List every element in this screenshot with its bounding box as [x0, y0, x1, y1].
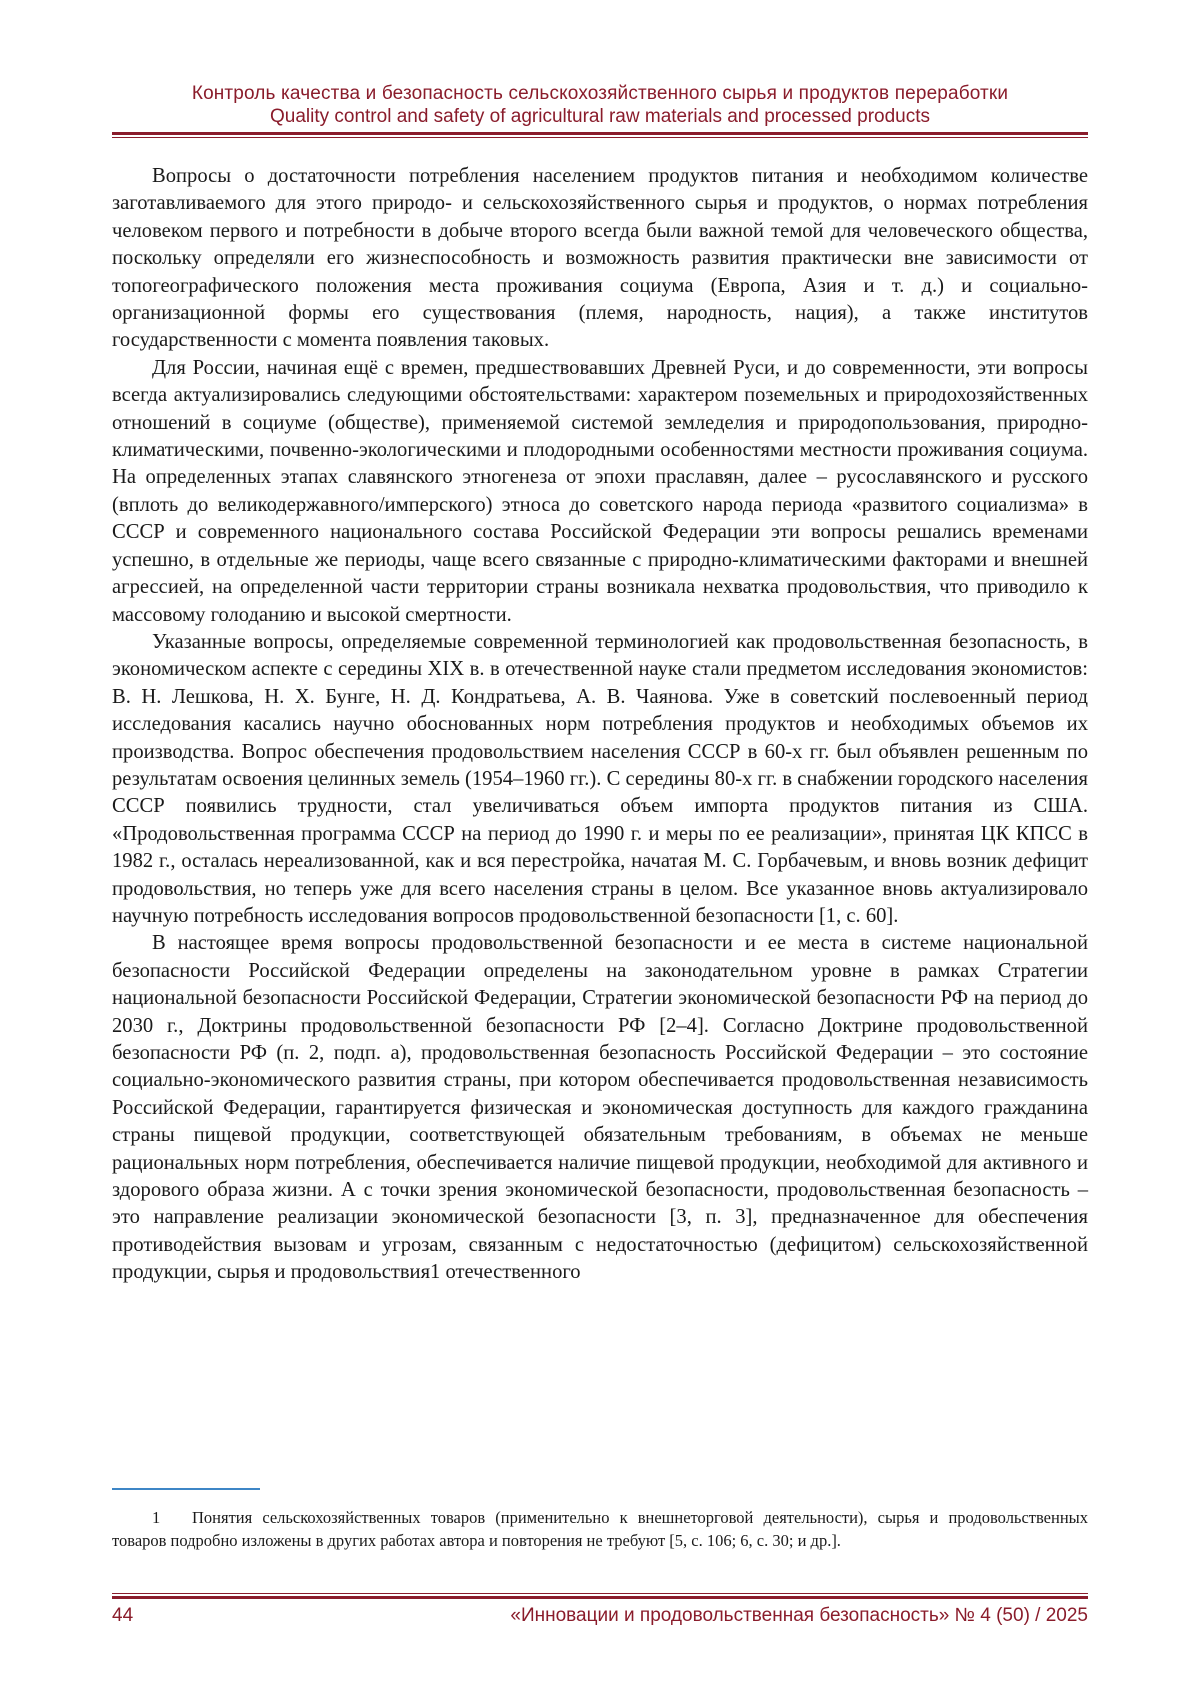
header-title-ru: Контроль качества и безопасность сельскохозяйственного сырья и продуктов переработки: [191, 83, 1009, 104]
paragraph: В настоящее время вопросы продовольственной безопасности и ее места в системе национальной безопасности Российской Федерации определены на законодательном уровне в рамках Стратегии национальной безопасности Российской Федерации, Стратегии экономической безопасности РФ на период до 2030 г., Доктрины продовольственной безопасности РФ [2–4]. Согласно Доктрине продовольственной безопасности РФ (п. 2, подп. а), продовольственная безопасность Российской Федерации – это состояние социально-экономического развития страны, при котором обеспечивается продовольственная независимость Российской Федерации, гарантируется физическая и экономическая доступность для каждого гражданина страны пищевой продукции, соответствующей обязательным требованиям, в объемах не меньше рациональных норм потребления, обеспечивается наличие пищевой продукции, необходимой для активного и здорового образа жизни. А с точки зрения экономической безопасности, продовольственная безопасность – это направление реализации экономической безопасности [3, п. 3], предназначенное для обеспечения противодействия вызовам и угрозам, связанным с недостаточностью (дефицитом) сельскохозяйственной продукции, сырья и продовольствия1 отечественного: [112, 932, 1088, 1284]
running-footer: [112, 1603, 1088, 1629]
footer-rule-thin: [112, 1593, 1088, 1594]
footer-rule-thick: [112, 1596, 1088, 1599]
footnote-separator: [112, 1488, 260, 1490]
journal-citation: «Инновации и продовольственная безопасность» № 4 (50) / 2025: [510, 1605, 1088, 1626]
article-body: [112, 163, 1088, 1287]
footnote-mark: 1: [152, 1508, 161, 1527]
paragraph: Вопросы о достаточности потребления населением продуктов питания и необходимом количестве заготавливаемого для этого природо- и сельскохозяйственного сырья и продуктов, о нормах потребления человеком первого и потребности в добыче второго всегда были важной темой для человеческого общества, поскольку определяли его жизнеспособность и возможность развития практически вне зависимости от топогеографического положения места проживания социума (Европа, Азия и т. д.) и социально-организационной формы его существования (племя, народность, нация), а также институтов государственности с момента появления таковых.: [112, 165, 1088, 352]
header-rule-thick: [112, 132, 1088, 135]
header-title-en: Quality control and safety of agricultural raw materials and processed products: [269, 106, 931, 127]
footnote: [112, 1506, 1088, 1552]
footnote-text: Понятия сельскохозяйственных товаров (применительно к внешнеторговой деятельности), сырья и продовольственных товаров подробно изложены в других работах автора и повторения не требуют [5, с. 106; 6, с. 30; и др.].: [112, 1508, 1088, 1550]
paragraph: Для России, начиная ещё с времен, предшествовавших Древней Руси, и до современности, эти вопросы всегда актуализировались следующими обстоятельствами: характером поземельных и природохозяйственных отношений в социуме (обществе), применяемой системой земледелия и природопользования, природно-климатическими, почвенно-экологическими и плодородными особенностями местности проживания социума. На определенных этапах славянского этногенеза от эпохи праславян, далее – русославянского и русского (вплоть до великодержавного/имперского) этноса до советского народа периода «развитого социализма» в СССР и современного национального состава Российской Федерации эти вопросы решались временами успешно, в отдельные же периоды, чаще всего связанные с природно-климатическими факторами и внешней агрессией, на определенной части территории страны возникала нехватка продовольствия, что приводило к массовому голоданию и высокой смертности.: [112, 356, 1088, 626]
header-rule-thin: [112, 137, 1088, 138]
running-header: [112, 82, 1088, 128]
page-number: 44: [112, 1605, 134, 1626]
paragraph: Указанные вопросы, определяемые современной терминологией как продовольственная безопасность, в экономическом аспекте с середины XIX в. в отечественной науке стали предметом исследования экономистов: В. Н. Лешкова, Н. Х. Бунге, Н. Д. Кондратьева, А. В. Чаянова. Уже в советский послевоенный период исследования касались научно обоснованных норм потребления продуктов и необходимых объемов их производства. Вопрос обеспечения продовольствием населения СССР в 60-х гг. был объявлен решенным по результатам освоения целинных земель (1954–1960 гг.). С середины 80-х гг. в снабжении городского населения СССР появились трудности, стал увеличиваться объем импорта продуктов питания из США. «Продовольственная программа СССР на период до 1990 г. и меры по ее реализации», принятая ЦК КПСС в 1982 г., осталась нереализованной, как и вся перестройка, начатая М. С. Горбачевым, и вновь возник дефицит продовольствия, но теперь уже для всего населения страны в целом. Все указанное вновь актуализировало научную потребность исследования вопросов продовольственной безопасности [1, с. 60].: [112, 630, 1088, 927]
